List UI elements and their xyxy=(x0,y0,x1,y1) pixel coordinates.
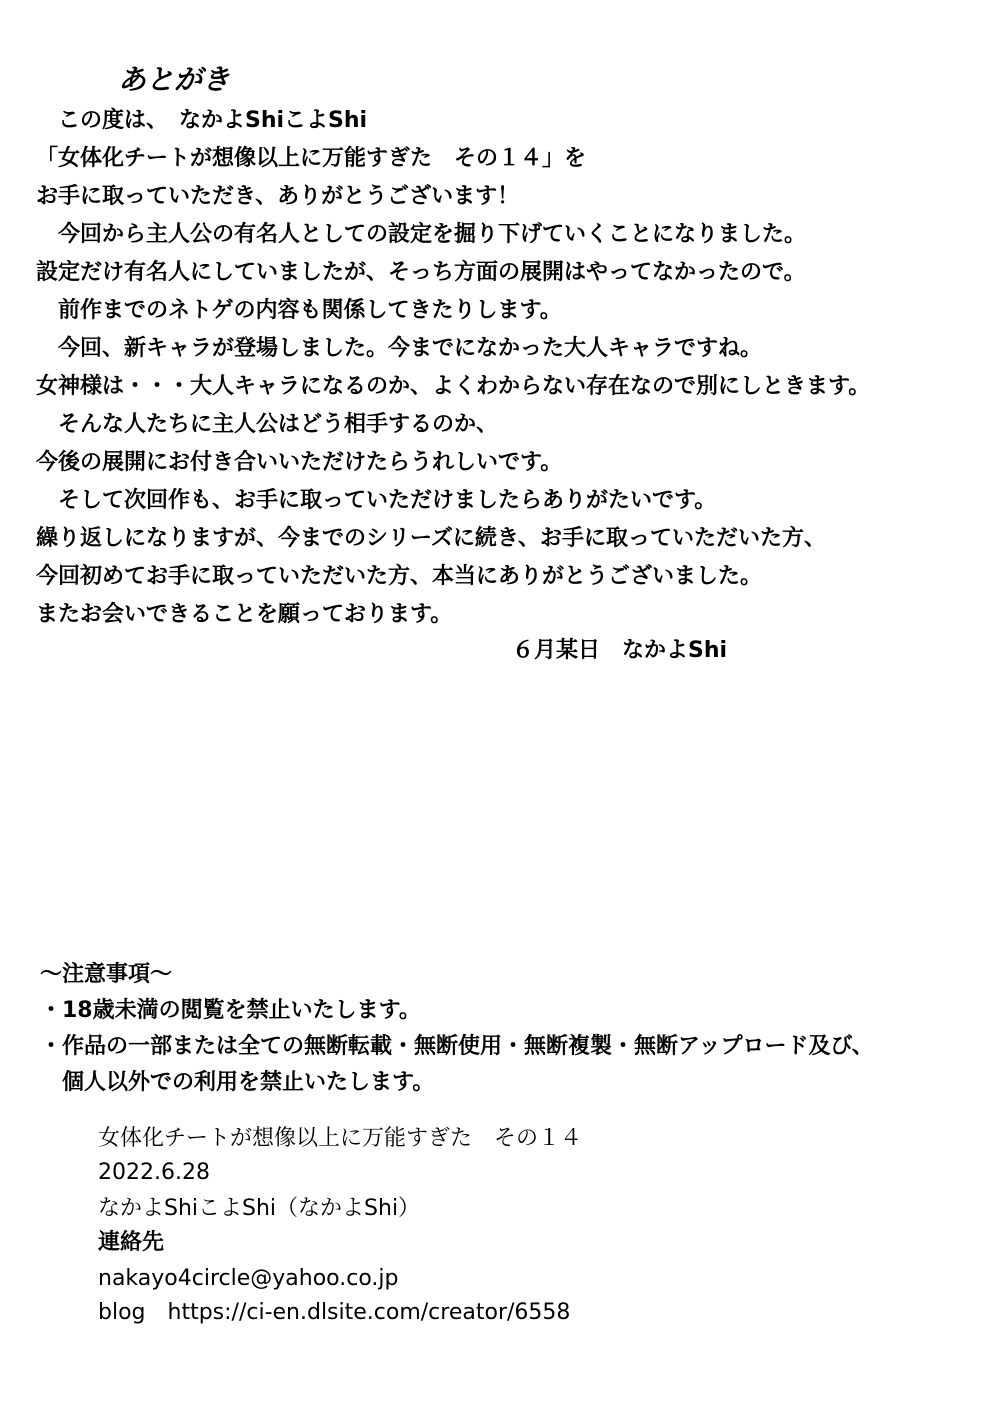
colophon-circle: なかよShiこよShi（なかよShi） xyxy=(98,1196,421,1221)
notice-item: ・作品の一部または全ての無断転載・無断使用・無断複製・無断アップロード及び、 xyxy=(40,1034,874,1059)
afterword-line: 今回、新キャラが登場しました。今までになかった大人キャラですね。 xyxy=(36,336,763,361)
afterword-heading: あとがき xyxy=(118,63,231,96)
afterword-signature: ６月某日 なかよShi xyxy=(512,638,728,663)
colophon-date: 2022.6.28 xyxy=(98,1160,210,1185)
afterword-line: 繰り返しになりますが、今までのシリーズに続き、お手に取っていただいた方、 xyxy=(36,526,827,551)
colophon-contact-label: 連絡先 xyxy=(98,1230,165,1255)
afterword-line: 設定だけ有名人にしていましたが、そっち方面の展開はやってなかったので。 xyxy=(36,260,806,285)
afterword-line: 今回初めてお手に取っていただいた方、本当にありがとうございました。 xyxy=(36,564,763,589)
afterword-line: 「女体化チートが想像以上に万能すぎた その１４」を xyxy=(36,146,587,171)
colophon-blog: blog https://ci-en.dlsite.com/creator/6558 xyxy=(98,1300,571,1325)
notice-item: 個人以外での利用を禁止いたします。 xyxy=(40,1070,435,1095)
notice-item: ・18歳未満の閲覧を禁止いたします。 xyxy=(40,998,421,1023)
afterword-line: 今回から主人公の有名人としての設定を掘り下げていくことになりました。 xyxy=(36,222,807,247)
afterword-line: この度は、 なかよShiこよShi xyxy=(36,108,368,133)
afterword-line: 前作までのネトゲの内容も関係してきたりします。 xyxy=(36,298,562,323)
afterword-line: そんな人たちに主人公はどう相手するのか、 xyxy=(36,412,499,437)
afterword-line: 今後の展開にお付き合いいただけたらうれしいです。 xyxy=(36,450,563,475)
colophon-title: 女体化チートが想像以上に万能すぎた その１４ xyxy=(98,1126,583,1151)
afterword-line: またお会いできることを願っております。 xyxy=(36,602,453,627)
afterword-line: そして次回作も、お手に取っていただけましたらありがたいです。 xyxy=(36,488,717,513)
notice-title: ～注意事項～ xyxy=(40,962,173,987)
afterword-line: お手に取っていただき、ありがとうございます！ xyxy=(36,184,520,209)
afterword-line: 女神様は・・・大人キャラになるのか、よくわからない存在なので別にしときます。 xyxy=(36,374,871,399)
colophon-email: nakayo4circle@yahoo.co.jp xyxy=(98,1266,399,1291)
